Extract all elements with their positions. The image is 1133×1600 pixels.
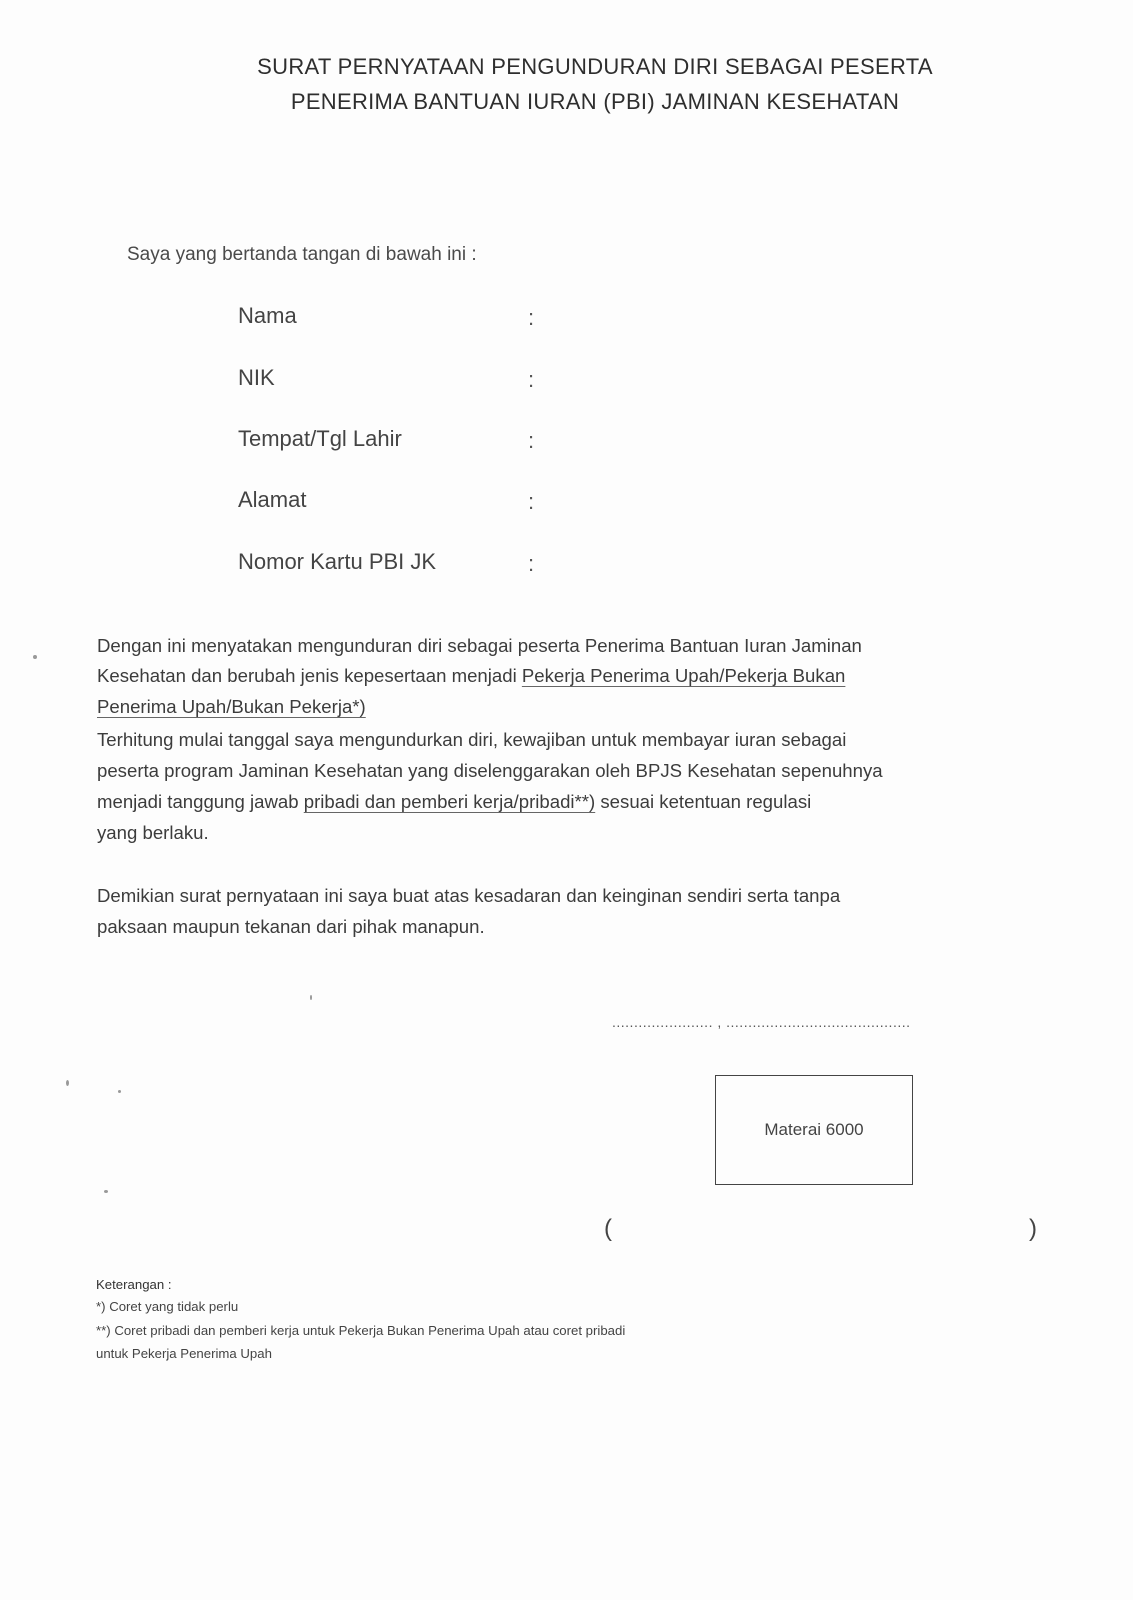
scan-speck [104,1190,108,1193]
closing-line: paksaan maupun tekanan dari pihak manapun. [97,916,485,937]
paragraph-line: yang berlaku. [97,822,209,843]
notes-heading: Keterangan : [96,1277,172,1292]
note-3: untuk Pekerja Penerima Upah [96,1346,272,1361]
intro-text: Saya yang bertanda tangan di bawah ini : [127,244,477,265]
signature-paren-open: ( [604,1215,612,1242]
paragraph-line [97,665,845,687]
scan-speck [66,1080,69,1086]
paragraph-line: Terhitung mulai tanggal saya mengundurkan diri, kewajiban untuk membayar iuran sebagai [97,729,847,750]
field-label-tempat-tgl-lahir: Tempat/Tgl Lahir [238,426,402,451]
field-colon: : [528,428,535,453]
underlined-option: Pekerja Penerima Upah/Pekerja Bukan [521,665,846,686]
field-colon: : [528,367,535,392]
field-label-nik: NIK [238,365,275,390]
stamp-box [715,1075,913,1185]
scan-speck [118,1090,121,1093]
underlined-option: Penerima Upah/Bukan Pekerja*) [97,696,366,717]
field-label-alamat: Alamat [238,487,307,512]
title-line-1: SURAT PERNYATAAN PENGUNDURAN DIRI SEBAGAI PESERTA [257,54,933,79]
field-colon: : [528,489,535,514]
paragraph-text: menjadi tanggung jawab [97,791,304,812]
field-colon: : [528,551,535,576]
place-date-line: ....................... , .......................................... [612,1014,911,1030]
field-colon: : [528,305,535,330]
note-1: *) Coret yang tidak perlu [96,1299,239,1314]
paragraph-line [97,791,811,813]
scan-speck [33,655,37,659]
paragraph-text: Kesehatan dan berubah jenis kepesertaan menjadi [97,665,522,686]
stamp-label: Materai 6000 [764,1120,864,1139]
field-label-nama: Nama [238,303,297,328]
signature-paren-close: ) [1029,1215,1037,1242]
closing-line: Demikian surat pernyataan ini saya buat atas kesadaran dan keinginan sendiri serta tanpa [97,885,841,906]
field-label-nomor-kartu: Nomor Kartu PBI JK [238,549,437,574]
scan-speck [310,995,312,1000]
title-line-2: PENERIMA BANTUAN IURAN (PBI) JAMINAN KESEHATAN [290,89,900,114]
paragraph-text: sesuai ketentuan regulasi [595,791,812,812]
paragraph-line: peserta program Jaminan Kesehatan yang diselenggarakan oleh BPJS Kesehatan sepenuhnya [97,760,883,781]
underlined-option: pribadi dan pemberi kerja/pribadi**) [303,791,596,812]
paragraph-line: Dengan ini menyatakan mengunduran diri sebagai peserta Penerima Bantuan Iuran Jaminan [97,635,862,656]
note-2: **) Coret pribadi dan pemberi kerja untuk Pekerja Bukan Penerima Upah atau coret pribadi [96,1323,626,1338]
